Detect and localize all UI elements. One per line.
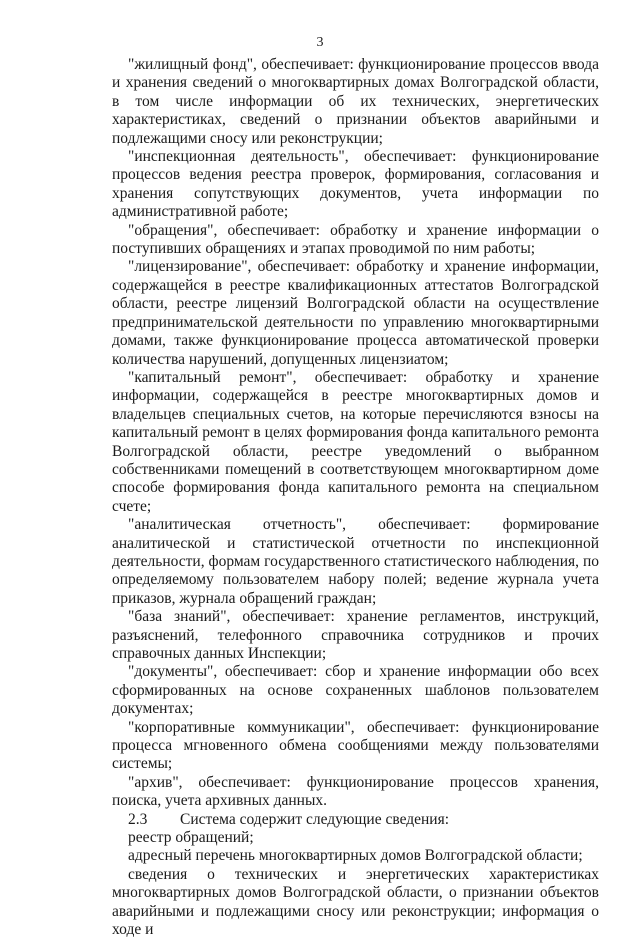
list-item-appeals-registry: реестр обращений;	[128, 829, 254, 847]
paragraph-appeals: "обращения", обеспечивает: обработку и хранение информации о поступивших обращениях и этапах проводимой по ним работы;	[112, 221, 599, 258]
paragraph-corporate-communications: "корпоративные коммуникации", обеспечивает: функционирование процесса мгновенного обмена сообщениями между пользователями системы;	[112, 718, 599, 773]
paragraph-documents: "документы", обеспечивает: сбор и хранение информации обо всех сформированных на основе сохраненных шаблонов пользователем документах;	[112, 663, 599, 718]
list-item-technical-info: сведения о технических и энергетических характеристиках многоквартирных домов Волгоградской области, о признании объектов аварийными и подлежащими сносу или реконструкции; информация о ходе и	[112, 865, 599, 939]
list-item-address-list: адресный перечень многоквартирных домов Волгоградской области;	[128, 847, 583, 865]
paragraph-analytic-reporting: "аналитическая отчетность", обеспечивает: формирование аналитической и статистической отчетности по инспекционной деятельности, формам государственного статистического наблюдения, по определяемому пользователем набору полей; ведение журнала учета приказов, журнала обращений граждан;	[112, 516, 599, 607]
section-number: 2.3	[128, 810, 148, 828]
page-number: 3	[316, 35, 324, 50]
paragraph-knowledge-base: "база знаний", обеспечивает: хранение регламентов, инструкций, разъяснений, телефонного справочника сотрудников и прочих справочных данных Инспекции;	[112, 608, 599, 662]
paragraph-capital-repair: "капитальный ремонт", обеспечивает: обработку и хранение информации, содержащейся в реестре многоквартирных домов и владельцев специальных счетов, на которые перечисляются взносы на капитальный ремонт в целях формирования фонда капитального ремонта Волгоградской области, реестре уведомлений о выбранном собственниками помещений в соответствующем многоквартирном доме способе формирования фонда капитального ремонта на специальном счете;	[112, 368, 599, 515]
paragraph-housing-fund: "жилищный фонд", обеспечивает: функционирование процессов ввода и хранения сведений о многоквартирных домах Волгоградской области, в том числе информации об их технических, энергетических характеристиках, сведений о признании объектов аварийными и подлежащими сносу или реконструкции;	[112, 56, 599, 147]
paragraph-licensing: "лицензирование", обеспечивает: обработку и хранение информации, содержащейся в реестре квалификационных аттестатов Волгоградской области, реестре лицензий Волгоградской области на осуществление предпринимательской деятельности по управлению многоквартирными домами, также функционирование процесса автоматической проверки количества нарушений, допущенных лицензиатом;	[112, 258, 599, 368]
paragraph-inspection-activity: "инспекционная деятельность", обеспечивает: функционирование процессов ведения реестра проверок, формирования, согласования и хранения сопутствующих документов, учета информации по административной работе;	[112, 148, 599, 221]
document-body	[112, 56, 599, 940]
section-heading: Система содержит следующие сведения:	[180, 810, 450, 828]
section-2-3	[112, 811, 599, 829]
paragraph-archive: "архив", обеспечивает: функционирование процессов хранения, поиска, учета архивных данных.	[112, 773, 599, 810]
